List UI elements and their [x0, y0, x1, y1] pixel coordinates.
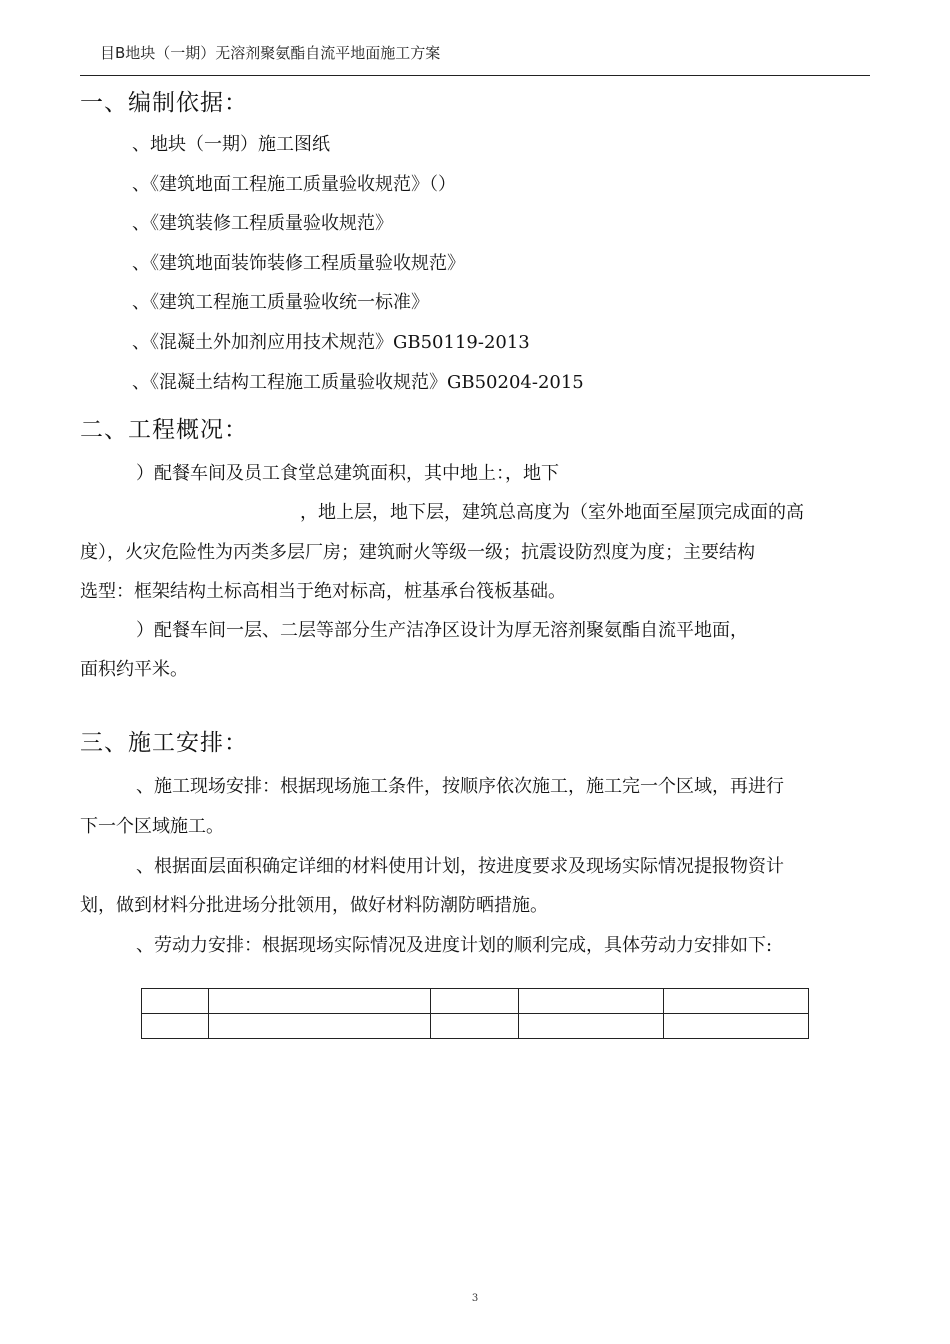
- table-cell: [519, 1014, 664, 1039]
- basis-item: 、《建筑装修工程质量验收规范》: [132, 213, 393, 234]
- basis-item: 、《建筑工程施工质量验收统一标准》: [132, 292, 429, 313]
- arrangement-line: 、根据面层面积确定详细的材料使用计划，按进度要求及现场实际情况提报物资计: [136, 856, 784, 877]
- overview-line: 面积约平米。: [80, 659, 188, 680]
- overview-line: ）配餐车间一层、二层等部分生产洁净区设计为厚无溶剂聚氨酯自流平地面，: [136, 620, 748, 641]
- page-number: 3: [471, 1293, 479, 1304]
- arrangement-line: 下一个区域施工。: [80, 816, 224, 837]
- table-cell: [430, 1014, 519, 1039]
- table-cell: [664, 1014, 809, 1039]
- page-header-title: 目B地块（一期）无溶剂聚氨酯自流平地面施工方案: [100, 44, 441, 62]
- overview-line: ）配餐车间及员工食堂总建筑面积，其中地上：，地下: [136, 463, 559, 484]
- table-cell: [142, 1014, 209, 1039]
- table-cell: [208, 1014, 430, 1039]
- table-row: [142, 1014, 809, 1039]
- table-row: [142, 989, 809, 1014]
- basis-item: 、《混凝土外加剂应用技术规范》GB50119-2013: [132, 332, 530, 353]
- basis-item: 、《建筑地面工程施工质量验收规范》（）: [132, 174, 456, 195]
- section-basis-heading: 一、编制依据：: [80, 90, 248, 116]
- overview-line: ，地上层，地下层，建筑总高度为（室外地面至屋顶完成面的高: [300, 502, 804, 523]
- table-cell: [430, 989, 519, 1014]
- overview-line: 选型：框架结构土标高相当于绝对标高，桩基承台筏板基础。: [80, 581, 566, 602]
- table-cell: [208, 989, 430, 1014]
- table-cell: [664, 989, 809, 1014]
- basis-item: 、《建筑地面装饰装修工程质量验收规范》: [132, 253, 465, 274]
- arrangement-line: 、劳动力安排：根据现场实际情况及进度计划的顺利完成，具体劳动力安排如下:: [136, 935, 773, 956]
- arrangement-line: 、施工现场安排：根据现场施工条件，按顺序依次施工，施工完一个区域，再进行: [136, 776, 784, 797]
- basis-item: 、《混凝土结构工程施工质量验收规范》GB50204-2015: [132, 372, 584, 393]
- arrangement-line: 划，做到材料分批进场分批领用，做好材料防潮防晒措施。: [80, 895, 548, 916]
- header-divider: [80, 75, 870, 76]
- labor-table: [141, 988, 809, 1039]
- overview-line: 度），火灾危险性为丙类多层厂房；建筑耐火等级一级；抗震设防烈度为度；主要结构: [80, 542, 755, 563]
- table-cell: [142, 989, 209, 1014]
- basis-item: 、地块（一期）施工图纸: [132, 134, 330, 155]
- table-cell: [519, 989, 664, 1014]
- section-overview-heading: 二、工程概况：: [80, 417, 248, 443]
- section-arrangement-heading: 三、施工安排：: [80, 730, 248, 756]
